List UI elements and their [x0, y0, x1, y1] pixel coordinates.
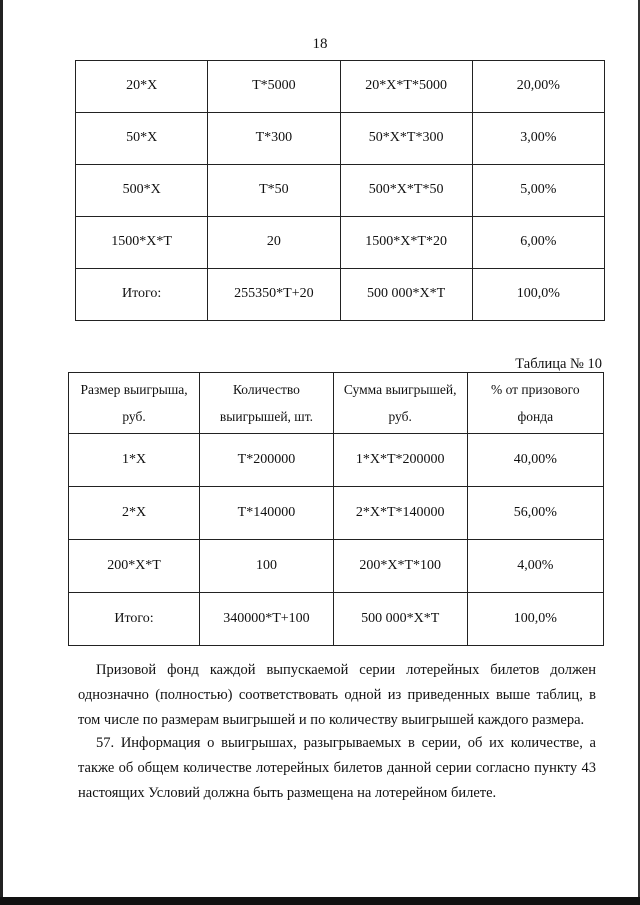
- table-row: [69, 487, 604, 540]
- table-cell: 40,00%: [467, 434, 603, 487]
- paragraph-text: Призовой фонд каждой выпускаемой серии лотерейных билетов должен однозначно (полностью) соответствовать одной из приведенных выше таблиц, в том числе по размерам выигрышей и по количеству выигрышей каждого размера.: [78, 662, 596, 728]
- table-cell: 1*X*T*200000: [333, 434, 467, 487]
- table-cell: 1500*X*T*20: [340, 217, 472, 269]
- table-cell: 100,0%: [472, 269, 604, 321]
- table-cell: T*5000: [208, 61, 340, 113]
- table-cell: T*300: [208, 113, 340, 165]
- table-cell: 50*X: [76, 113, 208, 165]
- table-cell: Итого:: [76, 269, 208, 321]
- table-cell: 500*X: [76, 165, 208, 217]
- table-row: [69, 540, 604, 593]
- table-cell: 5,00%: [472, 165, 604, 217]
- table-total-row: [69, 593, 604, 646]
- column-header: Размер выигрыша, руб.: [69, 373, 200, 434]
- body-paragraph: [78, 731, 596, 806]
- table-cell: 340000*T+100: [200, 593, 334, 646]
- table-cell: 1500*X*T: [76, 217, 208, 269]
- prize-table-10: [68, 372, 604, 646]
- table-cell: 255350*T+20: [208, 269, 340, 321]
- table-cell: 200*X*T: [69, 540, 200, 593]
- table-cell: 56,00%: [467, 487, 603, 540]
- table-cell: 2*X*T*140000: [333, 487, 467, 540]
- scan-edge-left: [0, 0, 3, 905]
- table-cell: T*140000: [200, 487, 334, 540]
- table-row: [76, 165, 605, 217]
- table-cell: T*200000: [200, 434, 334, 487]
- table-row: [76, 113, 605, 165]
- table-cell: 1*X: [69, 434, 200, 487]
- body-paragraph: [78, 658, 596, 733]
- table-row: [76, 217, 605, 269]
- table-cell: 500 000*X*T: [333, 593, 467, 646]
- table-header-row: [69, 373, 604, 434]
- table-cell: 500*X*T*50: [340, 165, 472, 217]
- column-header: Количество выигрышей, шт.: [200, 373, 334, 434]
- table-caption: Таблица № 10: [515, 356, 602, 372]
- table-cell: 20,00%: [472, 61, 604, 113]
- column-header: % от призового фонда: [467, 373, 603, 434]
- table-cell: 3,00%: [472, 113, 604, 165]
- page-number: 18: [312, 36, 328, 52]
- table-cell: 100,0%: [467, 593, 603, 646]
- table-cell: Итого:: [69, 593, 200, 646]
- table-cell: 50*X*T*300: [340, 113, 472, 165]
- table-cell: 20*X*T*5000: [340, 61, 472, 113]
- table-row: [69, 434, 604, 487]
- table-total-row: [76, 269, 605, 321]
- table-cell: 500 000*X*T: [340, 269, 472, 321]
- table-cell: 6,00%: [472, 217, 604, 269]
- table-cell: 200*X*T*100: [333, 540, 467, 593]
- scan-edge-bottom: [0, 897, 640, 905]
- column-header: Сумма выигрышей, руб.: [333, 373, 467, 434]
- table-cell: 2*X: [69, 487, 200, 540]
- table-cell: 20*X: [76, 61, 208, 113]
- paragraph-text: 57. Информация о выигрышах, разыгрываемых в серии, об их количестве, а также об общем количестве лотерейных билетов данной серии согласно пункту 43 настоящих Условий должна быть размещена на лотерейном билете.: [78, 735, 596, 801]
- table-cell: 100: [200, 540, 334, 593]
- prize-table-continued: [75, 60, 605, 321]
- table-cell: T*50: [208, 165, 340, 217]
- table-row: [76, 61, 605, 113]
- table-cell: 20: [208, 217, 340, 269]
- table-cell: 4,00%: [467, 540, 603, 593]
